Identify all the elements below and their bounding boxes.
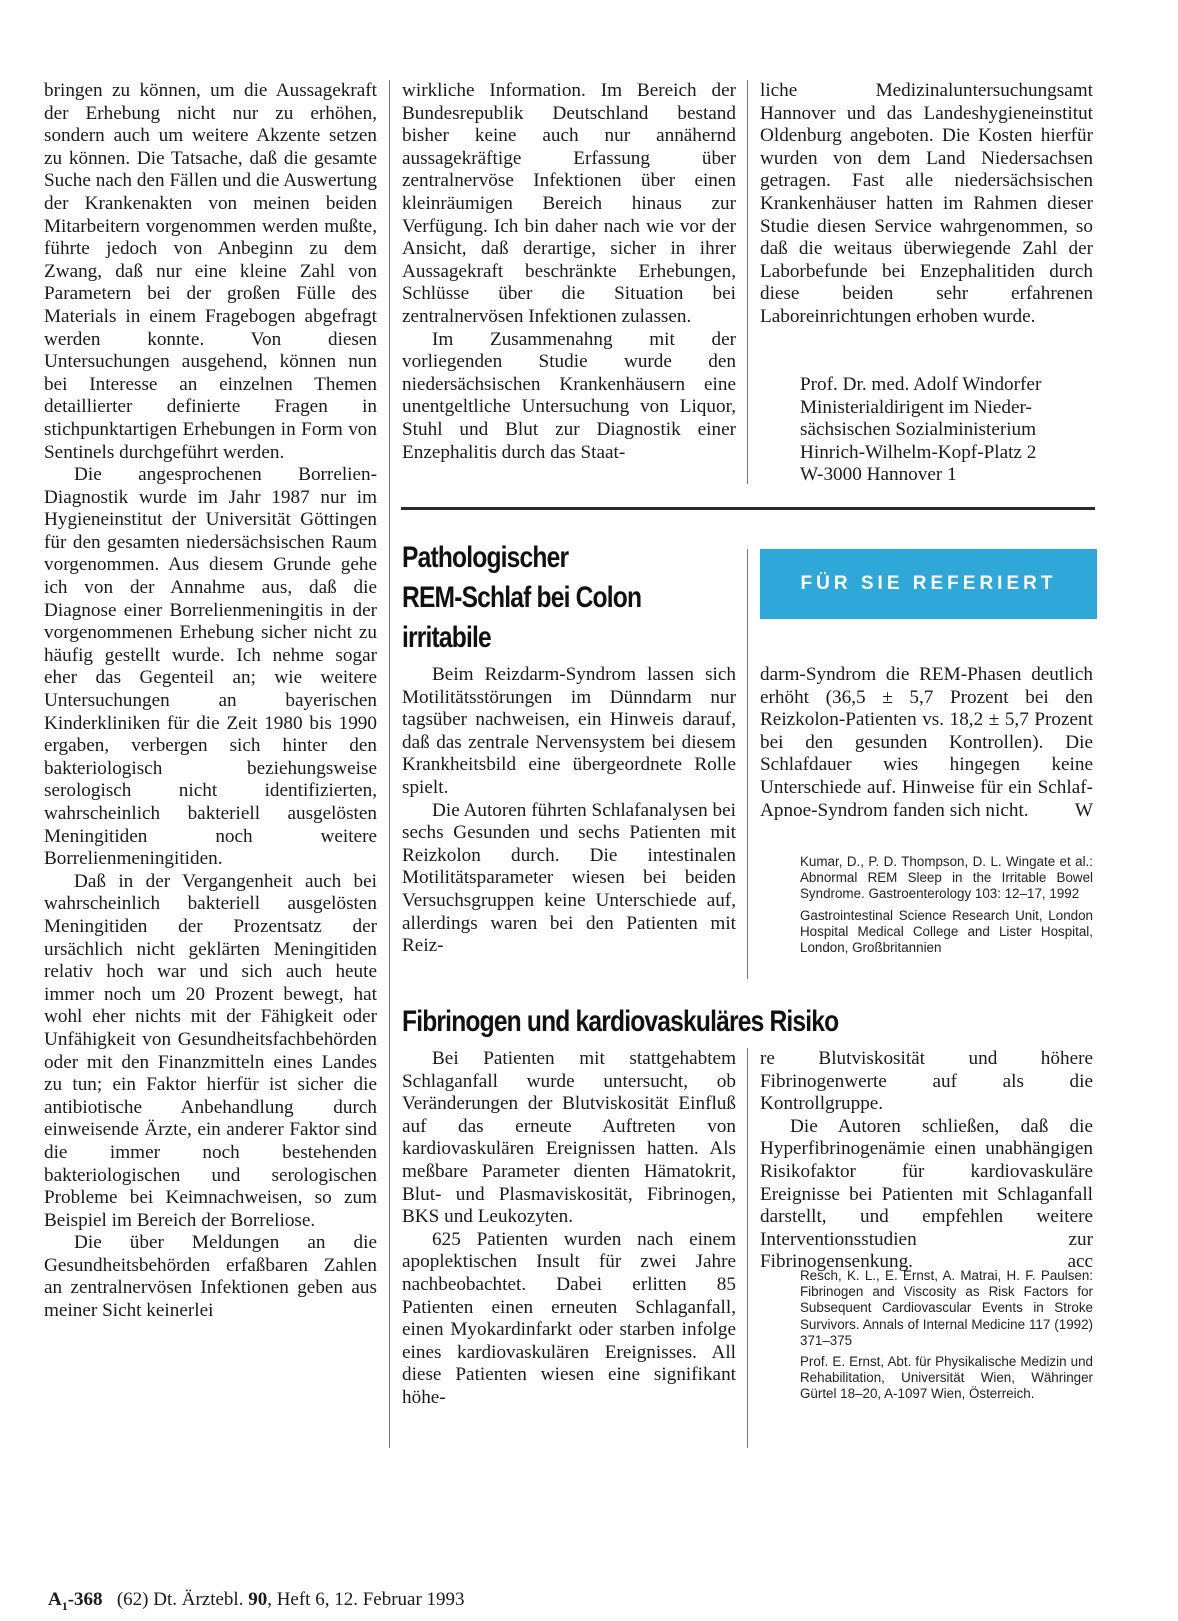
reference: Kumar, D., P. D. Thompson, D. L. Wingate et al.: Abnormal REM Sleep in the Irritable Bowel Syndrome. Gastroenterology 103: 12–17, 1992	[800, 854, 1093, 902]
article-2-references	[800, 1268, 1093, 1408]
column-divider	[747, 80, 748, 484]
paragraph: liche Medizinaluntersuchungsamt Hannover und das Landeshygieneinstitut Oldenburg angeboten. Die Kosten hierfür wurden von dem Land Niedersachsen getragen. Fast alle niedersächsischen Krankenhäuser hatten im Rahmen dieser Studie diesen Service wahrgenommen, so daß die weitaus überwiegende Zahl der Laborbefunde bei Enzephalitiden durch diese beiden sehr erfahrenen Laboreinrichtungen erhoben wurde.	[760, 80, 1093, 327]
paragraph: Beim Reizdarm-Syndrom lassen sich Motilitätsstörungen im Dünndarm nur tagsüber nachweisen, ein Hinweis darauf, daß das zentrale Nervensystem bei diesem Krankheitsbild eine übergeordnete Rolle spielt.	[402, 664, 736, 798]
article-1-references	[800, 854, 1093, 961]
article-1-left-column	[402, 664, 736, 958]
author-line: sächsischen Sozialministerium	[800, 419, 1037, 441]
article-1-right-column	[760, 664, 1093, 822]
article-title: Pathologischer REM-Schlaf bei Colon irritabile	[402, 541, 642, 654]
paragraph: Im Zusammenahng mit der vorliegenden Studie wurde den niedersächsischen Krankenhäusern eine unentgeltliche Untersuchung von Liquor, Stuhl und Blut zur Diagnostik einer Enzephalitis durch das Staat-	[402, 328, 736, 463]
paragraph: Bei Patienten mit stattgehabtem Schlaganfall wurde untersucht, ob Veränderungen der Blutviskosität Einfluß auf das erneute Auftreten von kardiovaskulären Ereignissen hatten. Als meßbare Parameter dienten Hämatokrit, Blut- und Plasmaviskosität, Fibrinogen, BKS und Leukozyten.	[402, 1048, 736, 1228]
issue-details: , Heft 6, 12. Februar 1993	[267, 1589, 465, 1610]
journal-name: (62) Dt. Ärztebl.	[116, 1589, 244, 1610]
author-line: W-3000 Hannover 1	[800, 464, 957, 486]
article-2-left-column	[402, 1048, 736, 1410]
reference: Resch, K. L., E. Ernst, A. Matrai, H. F. Paulsen: Fibrinogen and Viscosity as Risk Factors for Subsequent Cardiovascular Events in Stroke Survivors. Annals of Internal Medicine 117 (1992) 371–375	[800, 1268, 1093, 1348]
article-title: Fibrinogen und kardiovaskuläres Risiko	[402, 1005, 839, 1038]
paragraph: Daß in der Vergangenheit auch bei wahrscheinlich bakteriell ausgelösten Meningitiden der Prozentsatz der ursächlich nicht geklärten Meningitiden relativ hoch war und sich auch heute immer noch um 20 Prozent bewegt, hat wohl eher nichts mit der Fähigkeit oder Unfähigkeit von Gesundheitsfachbehörden oder mit den Finanzmitteln eines Landes zu tun; ein Faktor hierfür ist sicher die antibiotische Anbehandlung durch einweisende Ärzte, ein anderer Faktor sind die immer noch bestehenden bakteriologischen und serologischen Probleme bei Keimnachweisen, so zum Beispiel im Bereich der Borreliose.	[44, 870, 377, 1231]
author-signature: acc	[1067, 1251, 1093, 1273]
section-rule	[401, 507, 1095, 510]
paragraph: wirkliche Information. Im Bereich der Bundesrepublik Deutschland bestand bisher keine auch nur annähernd aussagekräftige Erfassung über zentralnervöse Infektionen über einen kleinräumigen Bereich hinaus zur Verfügung. Ich bin daher nach wie vor der Ansicht, daß derartige, sicher in ihrer Aussagekraft beschränkte Erhebungen, Schlüsse über die Situation bei zentralnervösen Infektionen zulassen.	[402, 80, 736, 327]
author-line: Ministerialdirigent im Nieder-	[800, 396, 1032, 418]
column-divider	[747, 549, 748, 979]
column-2	[402, 80, 736, 464]
author-address	[800, 374, 1041, 487]
paragraph: Die Autoren führten Schlafanalysen bei sechs Gesunden und sechs Patienten mit Reizkolon durch. Die intestinalen Motilitätsparameter wiesen bei beiden Versuchsgruppen keine Unterschiede auf, allerdings waren bei den Patienten mit Reiz-	[402, 799, 736, 957]
reference: Gastrointestinal Science Research Unit, London Hospital Medical College and Lister Hospital, London, Großbritannien	[800, 907, 1093, 956]
column-1	[44, 80, 377, 1323]
paragraph: re Blutviskosität und höhere Fibrinogenwerte auf als die Kontrollgruppe.	[760, 1048, 1093, 1115]
category-banner: FÜR SIE REFERIERT	[760, 549, 1097, 619]
author-signature: W	[1074, 799, 1093, 821]
paragraph: 625 Patienten wurden nach einem apoplektischen Insult für zwei Jahre nachbeobachtet. Dabei erlitten 85 Patienten einen erneuten Schlaganfall, einen Myokardinfarkt oder starben infolge eines kardiovaskulären Ereignisses. All diese Patienten wiesen eine signifikant höhe-	[402, 1228, 736, 1408]
paragraph: Die angesprochenen Borrelien-Diagnostik wurde im Jahr 1987 nur im Hygieneinstitut der Universität Göttingen für den gesamten niedersächsischen Raum vorgenommen. Aus diesem Grunde gehe ich von der Annahme aus, daß die Diagnose einer Borrelienmeningitis in der vorgenommenen Erhebung sicher nicht zu häufig gestellt wurde. Ich nehme sogar eher das Gegenteil an; wie weitere Untersuchungen an bayerischen Kinderkliniken für die Zeit 1980 bis 1990 ergaben, verbergen sich hinter den bakteriologisch beziehungsweise serologisch nicht identifizierten, wahrscheinlich bakteriell ausgelösten Meningitiden noch weitere Borrelienmeningitiden.	[44, 464, 377, 870]
paragraph: darm-Syndrom die REM-Phasen deutlich erhöht (36,5 ± 5,7 Prozent bei den Reizkolon-Patienten vs. 18,2 ± 5,7 Prozent bei den gesunden Kontrollen). Die Schlafdauer wies hingegen keine Unterschiede auf. Hinweise für ein Schlaf-Apnoe-Syndrom fanden sich nicht. W	[760, 664, 1093, 821]
reference: Prof. E. Ernst, Abt. für Physikalische Medizin und Rehabilitation, Universität Wien, Währinger Gürtel 18–20, A-1097 Wien, Österreich.	[800, 1354, 1093, 1402]
paragraph: bringen zu können, um die Aussagekraft der Erhebung nicht nur zu erhöhen, sondern auch um weitere Akzente setzen zu können. Die Tatsache, daß die gesamte Suche nach den Fällen und die Auswertung der Krankenakten von meinen beiden Mitarbeitern vorgenommen werden mußte, führte jedoch von Anbeginn zu dem Zwang, daß nur eine kleine Zahl von Parametern bei der großen Fülle des Materials in einem Fragebogen abgefragt werden konnte. Von diesen Untersuchungen ausgehend, können nun bei Interesse an einzelnen Themen detaillierter definierte Fragen in stichpunktartigen Erhebungen in Form von Sentinels durchgeführt werden.	[44, 80, 377, 463]
article-2-right-column	[760, 1048, 1093, 1274]
column-divider	[389, 80, 390, 1448]
author-line: Prof. Dr. med. Adolf Windorfer	[800, 374, 1042, 395]
paragraph: Die über Meldungen an die Gesundheitsbehörden erfaßbaren Zahlen an zentralnervösen Infektionen geben aus meiner Sicht keinerlei	[44, 1232, 377, 1322]
page-footer	[48, 1589, 465, 1614]
page-number: $A_1-368$	[48, 1589, 103, 1613]
journal-volume: 90	[248, 1589, 268, 1610]
author-line: Hinrich-Wilhelm-Kopf-Platz 2	[800, 441, 1037, 463]
column-3	[760, 80, 1093, 329]
column-divider	[747, 1048, 748, 1448]
paragraph: Die Autoren schließen, daß die Hyperfibrinogenämie einen unabhängigen Risikofaktor für kardiovaskuläre Ereignisse bei Patienten mit Schlaganfall darstellt, und empfehlen weitere Interventionsstudien zur Fibrinogensenkung. acc	[760, 1115, 1093, 1273]
